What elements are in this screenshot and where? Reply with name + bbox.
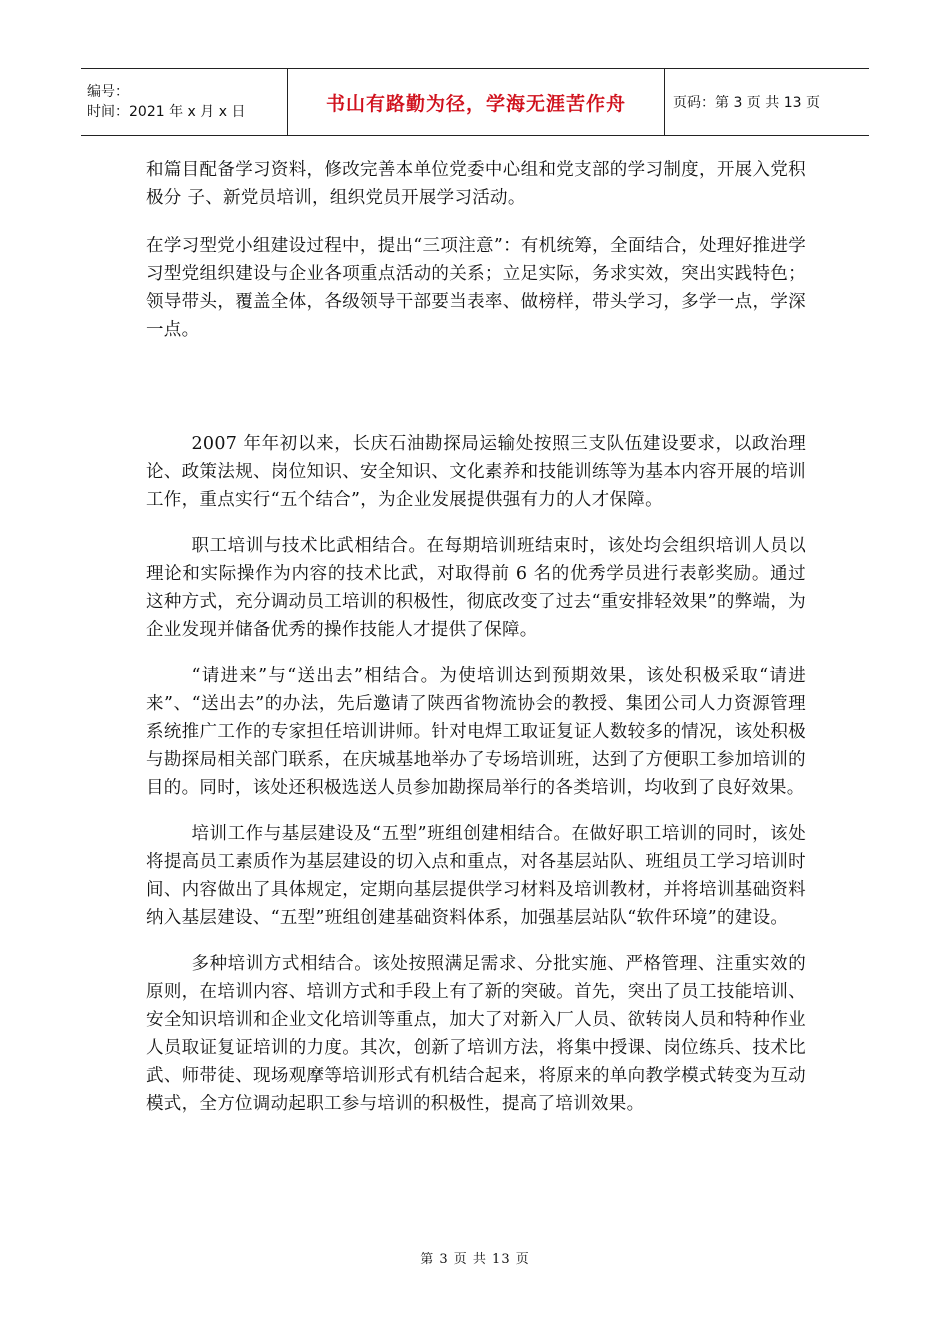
- paragraph-4: 职工培训与技术比武相结合。在每期培训班结束时，该处均会组织培训人员以理论和实际操作为内容的技术比武，对取得前 6 名的优秀学员进行表彰奖励。通过这种方式，充分调动员工培训的积极性，彻底改变了过去“重安排轻效果”的弊端，为企业发现并储备优秀的操作技能人才提供了保障。: [146, 536, 806, 640]
- paragraph-7: 多种培训方式相结合。该处按照满足需求、分批实施、严格管理、注重实效的原则，在培训内容、培训方式和手段上有了新的突破。首先，突出了员工技能培训、安全知识培训和企业文化培训等重点，加大了对新入厂人员、欲转岗人员和特种作业人员取证复证培训的力度。其次，创新了培训方法，将集中授课、岗位练兵、技术比武、师带徒、现场观摩等培训形式有机结合起来，将原来的单向教学模式转变为互动模式，全方位调动起职工参与培训的积极性，提高了培训效果。: [146, 954, 806, 1114]
- paragraph-6: 培训工作与基层建设及“五型”班组创建相结合。在做好职工培训的同时，该处将提高员工素质作为基层建设的切入点和重点，对各基层站队、班组员工学习培训时间、内容做出了具体规定，定期向基层提供学习材料及培训教材，并将培训基础资料纳入基层建设、“五型”班组创建基础资料体系，加强基层站队“软件环境”的建设。: [146, 824, 806, 928]
- paragraph-3: 2007 年年初以来，长庆石油勘探局运输处按照三支队伍建设要求，以政治理论、政策法规、岗位知识、安全知识、文化素养和技能训练等为基本内容开展的培训工作，重点实行“五个结合”，为企业发展提供强有力的人才保障。: [146, 434, 806, 510]
- document-body: [146, 156, 806, 1136]
- number-label: 编号：: [87, 84, 129, 100]
- paragraph-2: 在学习型党小组建设过程中，提出“三项注意”：有机统筹，全面结合，处理好推进学习型党组织建设与企业各项重点活动的关系；立足实际，务求实效，突出实践特色；领导带头，覆盖全体，各级领导干部要当表率、做榜样，带头学习，多学一点，学深一点。: [146, 236, 806, 340]
- header-meta: [81, 69, 288, 136]
- header-motto: 书山有路勤为径，学海无涯苦作舟: [288, 69, 665, 136]
- paragraph-1: 和篇目配备学习资料，修改完善本单位党委中心组和党支部的学习制度，开展入党积极分 子、新党员培训，组织党员开展学习活动。: [146, 160, 806, 208]
- section-spacer: [146, 344, 806, 430]
- paragraph-5: “请进来”与“送出去”相结合。为使培训达到预期效果，该处积极采取“请进来”、“送出去”的办法，先后邀请了陕西省物流协会的教授、集团公司人力资源管理系统推广工作的专家担任培训讲师。针对电焊工取证复证人数较多的情况，该处积极与勘探局相关部门联系，在庆城基地举办了专场培训班，达到了方便职工参加培训的目的。同时，该处还积极选送人员参加勘探局举行的各类培训，均收到了良好效果。: [146, 666, 806, 798]
- page-footer: 第 3 页 共 13 页: [420, 1252, 530, 1267]
- header-page-info: 页码：第 3 页 共 13 页: [665, 69, 870, 136]
- time-label: 时间：2021 年 x 月 x 日: [87, 104, 246, 120]
- page-header: [81, 68, 869, 136]
